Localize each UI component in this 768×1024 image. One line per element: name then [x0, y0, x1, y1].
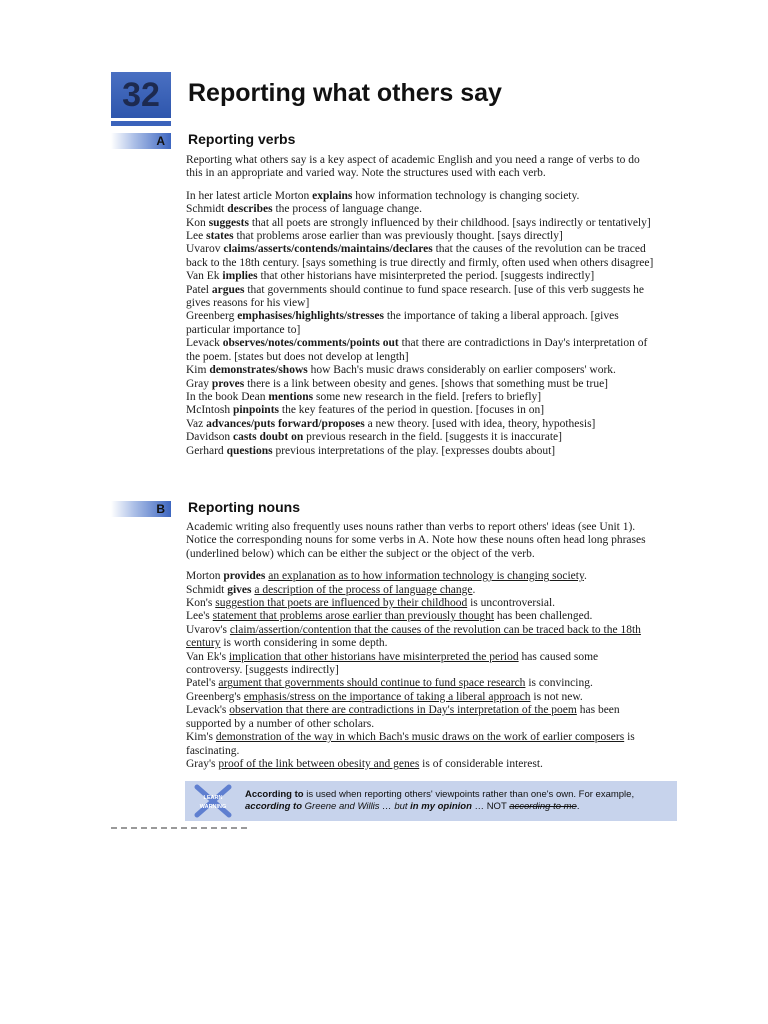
warning-box	[185, 781, 677, 821]
item-subject: Schmidt	[186, 203, 228, 216]
section-b-intro: Academic writing also frequently uses nouns rather than verbs to report others' ideas (see Unit 1). Notice the corresponding nouns for some verbs in A. Note how these nouns often head long phrases (underlined below) which can be either the subject or the object of the verb.	[186, 521, 646, 560]
section-title-a: Reporting verbs	[188, 131, 296, 147]
list-item	[186, 190, 654, 203]
item-keyword: states	[206, 230, 234, 243]
section-title-b: Reporting nouns	[188, 499, 300, 515]
item-noun-phrase: claim/assertion/contention that the causes of the revolution can be traced back to the 18th century	[186, 623, 641, 650]
unit-number: 32	[122, 75, 160, 114]
item-subject: Lee	[186, 230, 207, 243]
list-item	[186, 624, 654, 651]
item-keyword: argues	[211, 283, 245, 296]
item-rest: is uncontroversial.	[467, 597, 556, 610]
list-item	[186, 691, 654, 704]
svg-text:WARNING: WARNING	[199, 804, 227, 810]
list-item	[186, 284, 654, 311]
item-subject: Lee's	[186, 610, 213, 623]
item-keyword: questions	[226, 444, 273, 457]
item-subject: Vaz	[186, 417, 207, 430]
item-keyword: suggests	[208, 216, 249, 229]
warning-example-text: Greene and Willis … but	[302, 801, 411, 812]
item-subject: Uvarov	[186, 243, 224, 256]
section-b-body	[186, 521, 654, 771]
list-item	[186, 677, 654, 690]
list-item	[186, 584, 654, 597]
list-item	[186, 570, 654, 583]
item-subject: Morton	[186, 570, 224, 583]
section-tab-b: B	[111, 501, 171, 517]
item-keyword: mentions	[268, 390, 314, 403]
item-rest: is fascinating.	[186, 731, 635, 757]
item-rest: that the causes of the revolution can be traced back to the 18th century. [says something is true directly and firmly, often used when others disagree]	[186, 243, 654, 269]
item-rest: .	[472, 583, 476, 596]
item-rest: that other historians have misinterpreted the period. [suggests indirectly]	[257, 270, 595, 283]
list-item	[186, 731, 654, 758]
item-keyword: explains	[312, 189, 353, 202]
list-item	[186, 337, 654, 364]
item-subject: Gray	[186, 377, 212, 390]
svg-text:LEARN: LEARN	[203, 795, 223, 801]
item-subject: Kon's	[186, 597, 216, 610]
item-subject: Levack	[186, 337, 223, 350]
item-subject: Kim	[186, 364, 210, 377]
warning-text-part-2: … NOT	[471, 801, 510, 812]
warning-text-end: .	[576, 801, 580, 812]
item-noun-phrase: an explanation as to how information technology is changing society	[268, 570, 584, 583]
list-item	[186, 418, 654, 431]
warning-icon	[185, 781, 241, 821]
warning-text-part: is used when reporting others' viewpoints rather than one's own. For example,	[303, 789, 635, 800]
item-keyword: observes/notes/comments/points out	[222, 337, 399, 350]
item-rest: that all poets are strongly influenced by their childhood. [says indirectly or tentatively]	[248, 216, 651, 229]
unit-number-badge	[111, 72, 171, 118]
list-item	[186, 391, 654, 404]
item-rest: the process of language change.	[272, 203, 423, 216]
section-a-intro: Reporting what others say is a key aspect of academic English and you need a range of verbs to do this in an appropriate and varied way. Note the structures used with each verb.	[186, 154, 640, 180]
warning-example-keyword-2: in my opinion	[410, 801, 472, 812]
item-subject: In her latest article Morton	[186, 189, 313, 202]
item-rest: is worth considering in some depth.	[220, 637, 388, 650]
item-subject: McIntosh	[186, 404, 233, 417]
item-subject: Greenberg's	[186, 690, 244, 703]
item-noun-phrase: demonstration of the way in which Bach's music draws on the work of earlier composers	[215, 731, 625, 744]
item-rest: how information technology is changing society.	[352, 189, 580, 202]
list-item	[186, 364, 654, 377]
item-rest: a new theory. [used with idea, theory, hypothesis]	[364, 417, 596, 430]
item-rest: there is a link between obesity and genes. [shows that something must be true]	[244, 377, 609, 390]
item-subject: Schmidt	[186, 583, 228, 596]
item-rest: .	[583, 570, 587, 583]
item-keyword: proves	[211, 377, 245, 390]
warning-text	[241, 789, 677, 813]
item-rest: the key features of the period in question. [focuses in on]	[279, 404, 545, 417]
item-rest: has caused some controversy. [suggests indirectly]	[186, 650, 599, 677]
item-keyword: implies	[222, 270, 258, 283]
item-subject: Van Ek's	[186, 650, 229, 663]
item-subject: Gray's	[186, 757, 219, 770]
item-rest: has been supported by a number of other scholars.	[186, 704, 620, 730]
list-item	[186, 270, 654, 283]
item-rest: previous research in the field. [suggests it is inaccurate]	[303, 431, 562, 444]
item-subject: Davidson	[186, 431, 233, 444]
item-noun-phrase: argument that governments should continue to fund space research	[218, 677, 526, 690]
item-keyword: claims/asserts/contends/maintains/declares	[223, 243, 433, 256]
item-noun-phrase: implication that other historians have misinterpreted the period	[228, 650, 519, 663]
item-rest: has been challenged.	[494, 610, 593, 623]
unit-badge-bar	[111, 121, 171, 126]
item-subject: Patel	[186, 283, 212, 296]
list-item	[186, 597, 654, 610]
item-noun-phrase: statement that problems arose earlier than previously thought	[212, 610, 495, 623]
item-rest: that there are contradictions in Day's interpretation of the poem. [states but does not develop at length]	[186, 337, 648, 363]
item-keyword: pinpoints	[232, 404, 279, 417]
item-subject: Gerhard	[186, 444, 227, 457]
item-subject: Patel's	[186, 677, 219, 690]
item-rest: is of considerable interest.	[419, 757, 543, 770]
list-item	[186, 704, 654, 731]
item-noun-phrase: observation that there are contradictions in Day's interpretation of the poem	[229, 704, 577, 717]
item-subject: In the book Dean	[186, 390, 269, 403]
section-a-body	[186, 154, 654, 458]
list-item	[186, 230, 654, 243]
list-item	[186, 404, 654, 417]
list-item	[186, 431, 654, 444]
item-noun-phrase: proof of the link between obesity and genes	[218, 757, 420, 770]
warning-keyword: According to	[245, 789, 304, 800]
item-rest: the importance of taking a liberal approach. [gives particular importance to]	[186, 310, 619, 336]
item-subject: Greenberg	[186, 310, 238, 323]
item-subject: Kim's	[186, 731, 216, 744]
list-item	[186, 217, 654, 230]
item-keyword: advances/puts forward/proposes	[206, 417, 365, 430]
item-subject: Van Ek	[186, 270, 223, 283]
item-rest: how Bach's music draws considerably on earlier composers' work.	[307, 364, 616, 377]
item-subject: Levack's	[186, 704, 230, 717]
list-item	[186, 445, 654, 458]
item-rest: that governments should continue to fund space research. [use of this verb suggests he gives reasons for his view]	[186, 283, 644, 310]
item-subject: Uvarov's	[186, 623, 230, 636]
item-keyword: casts doubt on	[232, 431, 304, 444]
list-item	[186, 310, 654, 337]
item-keyword: emphasises/highlights/stresses	[237, 310, 384, 323]
list-item	[186, 378, 654, 391]
list-item	[186, 651, 654, 678]
item-rest: some new research in the field. [refers to briefly]	[313, 390, 542, 403]
list-item	[186, 610, 654, 623]
warning-struck-phrase: according to me	[509, 801, 577, 812]
list-item	[186, 243, 654, 270]
page-title: Reporting what others say	[188, 79, 502, 107]
item-keyword: describes	[227, 203, 273, 216]
item-noun-phrase: suggestion that poets are influenced by their childhood	[215, 597, 468, 610]
item-noun-phrase: a description of the process of language change	[254, 583, 473, 596]
list-item	[186, 758, 654, 771]
footer-divider	[111, 827, 251, 829]
list-item	[186, 203, 654, 216]
item-noun-phrase: emphasis/stress on the importance of taking a liberal approach	[243, 690, 531, 703]
section-tab-a: A	[111, 133, 171, 149]
item-rest: is not new.	[530, 690, 583, 703]
item-rest: that problems arose earlier than was previously thought. [says directly]	[233, 230, 563, 243]
item-rest: previous interpretations of the play. [expresses doubts about]	[272, 444, 556, 457]
warning-example-keyword: according to	[245, 801, 303, 812]
item-rest: is convincing.	[525, 677, 593, 690]
item-keyword: gives	[227, 583, 252, 596]
item-subject: Kon	[186, 216, 209, 229]
item-keyword: provides	[223, 570, 266, 583]
item-keyword: demonstrates/shows	[209, 364, 308, 377]
